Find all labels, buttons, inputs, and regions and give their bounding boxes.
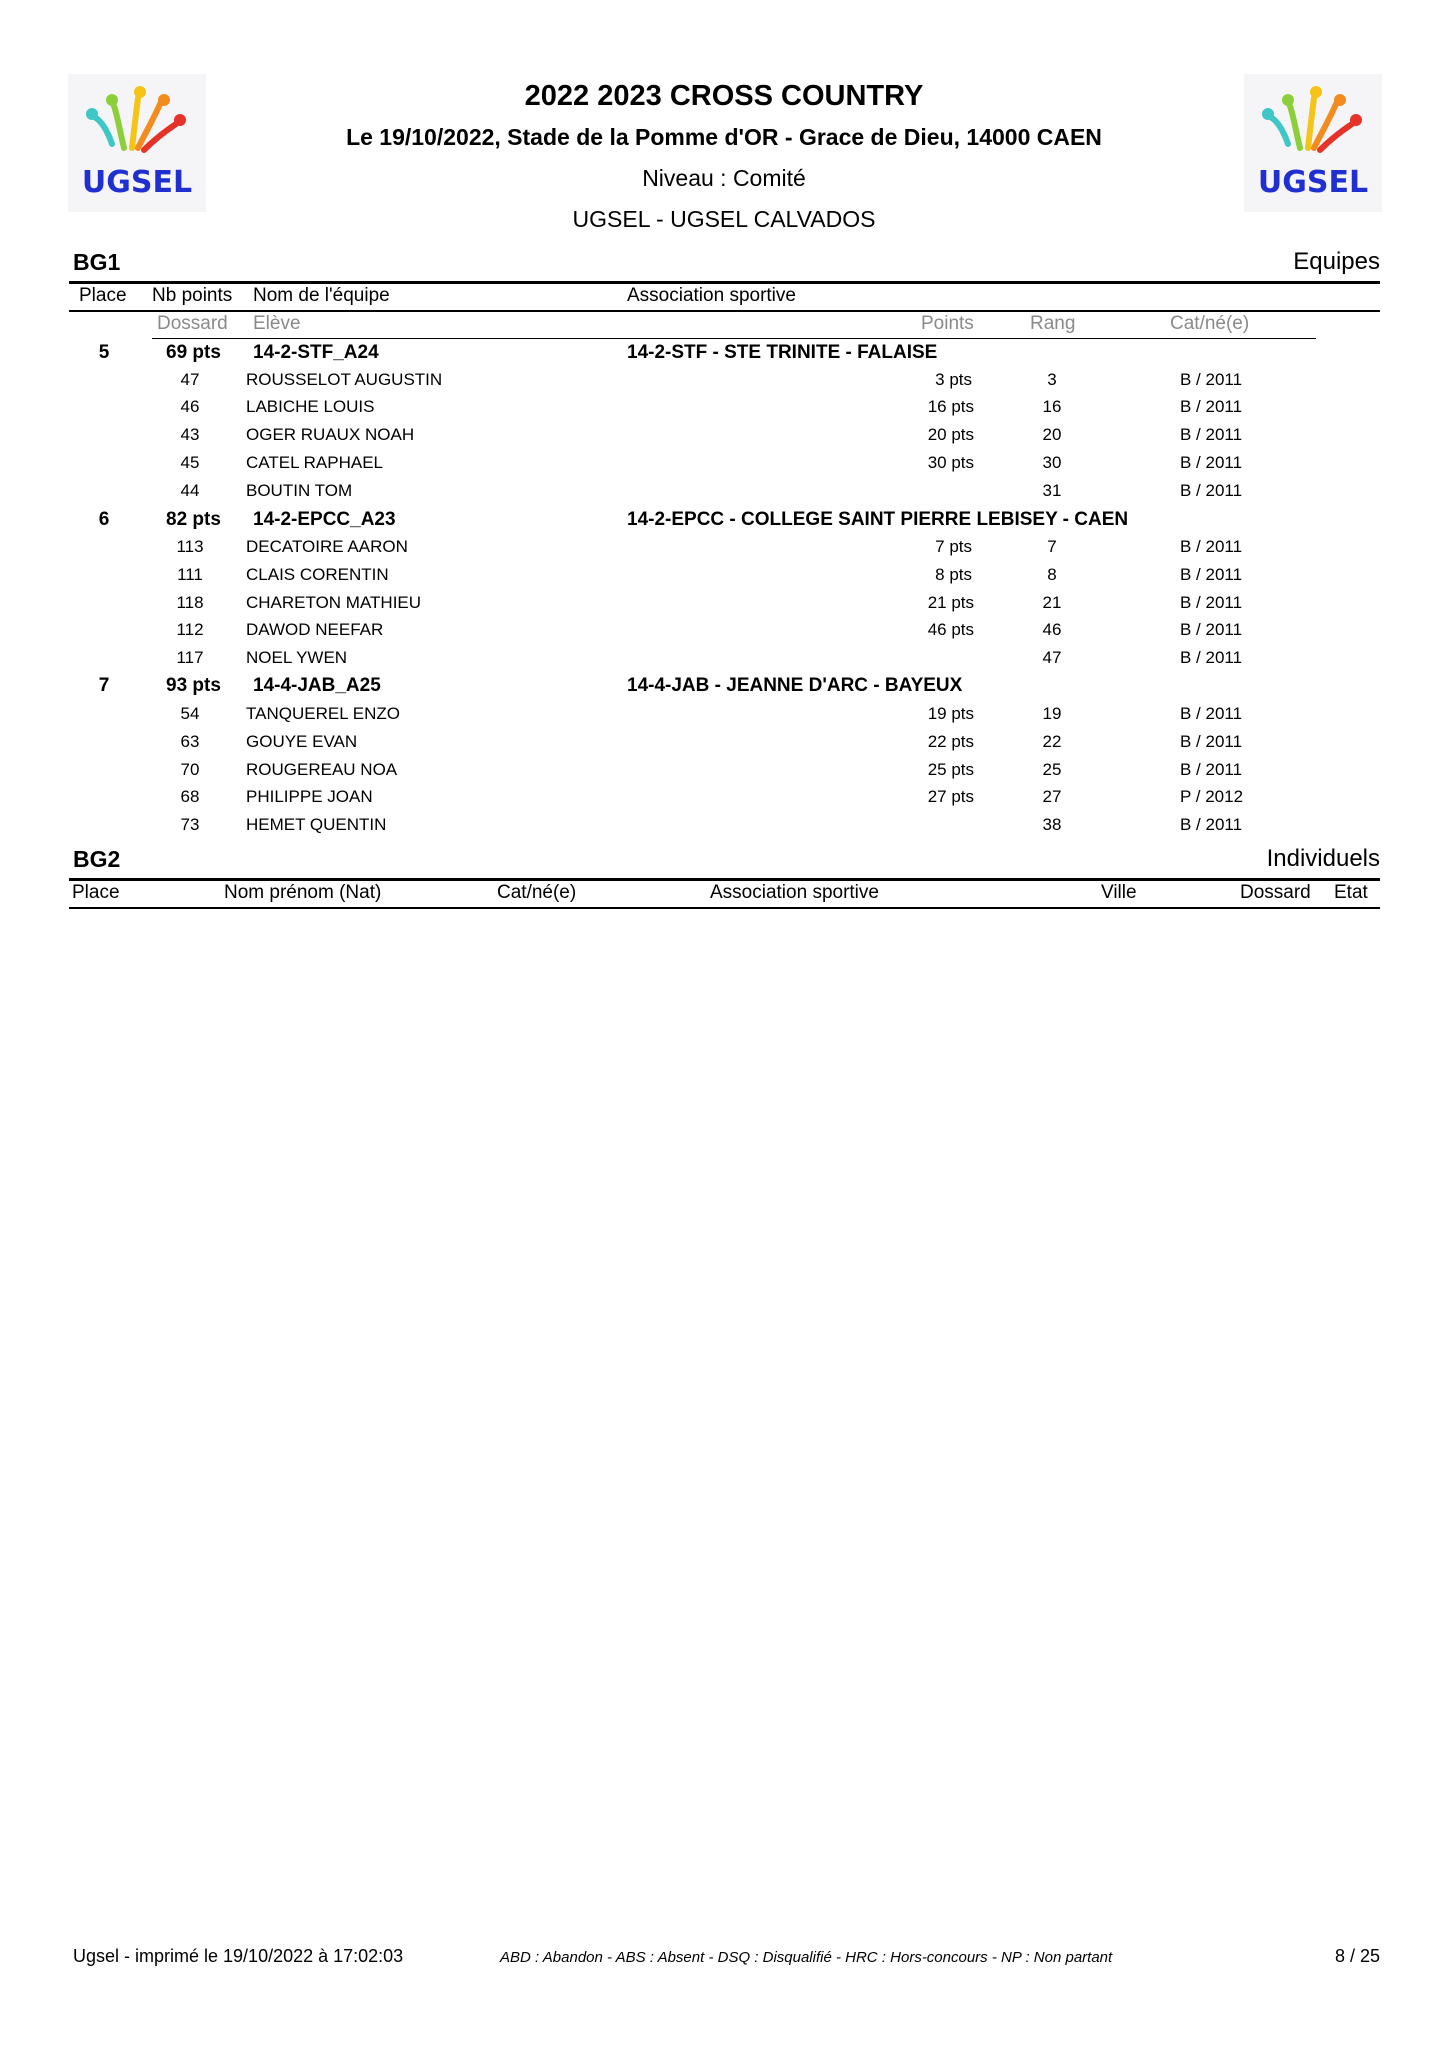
athlete-category: B / 2011	[1180, 537, 1243, 556]
athlete-name: DAWOD NEEFAR	[246, 620, 384, 639]
header-rule	[69, 907, 1380, 909]
athlete-name: LABICHE LOUIS	[246, 397, 375, 416]
athlete-points: 46 pts	[927, 620, 974, 639]
athlete-row	[0, 562, 1448, 588]
team-association: 14-2-STF - STE TRINITE - FALAISE	[627, 342, 938, 363]
athlete-points: 8 pts	[935, 565, 972, 584]
athlete-name: CATEL RAPHAEL	[246, 453, 383, 472]
column-header-nb-points: Nb points	[152, 285, 233, 306]
athlete-points: 20 pts	[927, 425, 974, 444]
athlete-rank: 21	[1042, 593, 1062, 612]
athlete-bib: 111	[177, 565, 203, 584]
athlete-points: 25 pts	[927, 760, 974, 779]
athlete-points: 22 pts	[927, 732, 974, 751]
athlete-category: B / 2011	[1180, 620, 1243, 639]
athlete-name: BOUTIN TOM	[246, 481, 353, 500]
athlete-category: B / 2011	[1180, 565, 1243, 584]
column-header-category: Cat/né(e)	[497, 882, 577, 903]
athlete-name: GOUYE EVAN	[246, 732, 358, 751]
athlete-row	[0, 450, 1448, 476]
team-row	[0, 673, 1448, 699]
athlete-name: HEMET QUENTIN	[246, 815, 387, 834]
athlete-rank: 20	[1042, 425, 1062, 444]
column-header-association: Association sportive	[710, 882, 879, 903]
athlete-category: B / 2011	[1180, 648, 1243, 667]
athlete-bib: 46	[180, 397, 200, 416]
level-label: Niveau : Comité	[642, 165, 806, 191]
section-rule	[69, 878, 1380, 881]
event-subtitle: Le 19/10/2022, Stade de la Pomme d'OR - Grace de Dieu, 14000 CAEN	[346, 124, 1102, 150]
page-title: 2022 2023 CROSS COUNTRY	[524, 80, 924, 112]
team-points: 69 pts	[166, 342, 221, 363]
column-header-name: Nom prénom (Nat)	[224, 882, 382, 903]
column-header-team-name: Nom de l'équipe	[253, 285, 390, 306]
team-row	[0, 340, 1448, 366]
section-kind-bg1: Equipes	[1293, 248, 1380, 275]
athlete-rank: 3	[1047, 370, 1057, 389]
athlete-rank: 27	[1042, 787, 1062, 806]
column-header-place: Place	[79, 285, 127, 306]
athlete-rank: 47	[1042, 648, 1062, 667]
column-header-student: Elève	[253, 313, 301, 334]
column-header-city: Ville	[1101, 882, 1137, 903]
athlete-bib: 70	[180, 760, 200, 779]
footer-printed: Ugsel - imprimé le 19/10/2022 à 17:02:03	[73, 1946, 404, 1966]
athlete-bib: 73	[180, 815, 200, 834]
athlete-category: B / 2011	[1180, 481, 1243, 500]
column-header-association: Association sportive	[627, 285, 796, 306]
athlete-category: B / 2011	[1180, 593, 1243, 612]
athlete-row	[0, 590, 1448, 616]
athlete-points: 21 pts	[927, 593, 974, 612]
athlete-bib: 118	[176, 593, 204, 612]
athlete-bib: 45	[180, 453, 200, 472]
athlete-rank: 16	[1042, 397, 1062, 416]
athlete-category: B / 2011	[1180, 704, 1243, 723]
athlete-category: B / 2011	[1180, 370, 1243, 389]
athlete-rank: 8	[1047, 565, 1057, 584]
column-header-rank: Rang	[1030, 313, 1076, 334]
athlete-rank: 31	[1042, 481, 1062, 500]
athlete-name: TANQUEREL ENZO	[246, 704, 400, 723]
team-points: 82 pts	[166, 509, 221, 530]
team-points: 93 pts	[166, 675, 221, 696]
athlete-category: B / 2011	[1180, 453, 1243, 472]
athlete-rank: 19	[1042, 704, 1062, 723]
team-code: 14-2-STF_A24	[253, 342, 379, 363]
athlete-category: B / 2011	[1180, 425, 1243, 444]
logo-text: UGSEL	[81, 165, 193, 200]
athlete-points: 27 pts	[927, 787, 974, 806]
athlete-name: ROUSSELOT AUGUSTIN	[246, 370, 443, 389]
column-header-bib: Dossard	[157, 313, 228, 334]
athlete-bib: 43	[180, 425, 200, 444]
athlete-points: 3 pts	[935, 370, 972, 389]
athlete-bib: 44	[180, 481, 200, 500]
section-kind-bg2: Individuels	[1266, 845, 1380, 872]
athlete-name: CHARETON MATHIEU	[246, 593, 422, 612]
team-row	[0, 507, 1448, 533]
athlete-points: 16 pts	[927, 397, 974, 416]
athlete-row	[0, 394, 1448, 420]
athlete-row	[0, 367, 1448, 393]
athlete-row	[0, 534, 1448, 560]
athlete-points: 19 pts	[927, 704, 974, 723]
athlete-rank: 22	[1042, 732, 1062, 751]
column-header-bib: Dossard	[1240, 882, 1311, 903]
athlete-name: NOEL YWEN	[246, 648, 348, 667]
athlete-row	[0, 757, 1448, 783]
athlete-row	[0, 422, 1448, 448]
column-header-points: Points	[921, 313, 974, 334]
athlete-rank: 30	[1042, 453, 1062, 472]
athlete-row	[0, 784, 1448, 810]
athlete-name: ROUGEREAU NOA	[246, 760, 398, 779]
athlete-rank: 46	[1042, 620, 1062, 639]
team-association: 14-2-EPCC - COLLEGE SAINT PIERRE LEBISEY - CAEN	[627, 509, 1129, 530]
column-header-place: Place	[72, 882, 120, 903]
athlete-row	[0, 729, 1448, 755]
team-place: 5	[98, 342, 110, 363]
column-header-status: Etat	[1334, 882, 1368, 903]
section-title-bg2: BG2	[73, 846, 121, 872]
athlete-bib: 112	[176, 620, 204, 639]
athlete-category: B / 2011	[1180, 760, 1243, 779]
organization-label: UGSEL - UGSEL CALVADOS	[572, 206, 876, 232]
athlete-rank: 7	[1047, 537, 1057, 556]
athlete-row	[0, 701, 1448, 727]
team-code: 14-2-EPCC_A23	[253, 509, 396, 530]
section-title-bg1: BG1	[73, 249, 121, 275]
team-place: 7	[98, 675, 110, 696]
section-rule	[69, 281, 1380, 284]
athlete-points: 7 pts	[935, 537, 972, 556]
athlete-name: CLAIS CORENTIN	[246, 565, 389, 584]
subheader-rule	[152, 338, 1316, 339]
athlete-bib: 63	[180, 732, 200, 751]
athlete-category: B / 2011	[1180, 732, 1243, 751]
team-association: 14-4-JAB - JEANNE D'ARC - BAYEUX	[627, 675, 963, 696]
athlete-bib: 117	[176, 648, 204, 667]
athlete-name: OGER RUAUX NOAH	[246, 425, 415, 444]
athlete-category: B / 2011	[1180, 815, 1243, 834]
athlete-row	[0, 812, 1448, 838]
athlete-row	[0, 478, 1448, 504]
column-header-category: Cat/né(e)	[1170, 313, 1250, 334]
athlete-category: B / 2011	[1180, 397, 1243, 416]
athlete-name: PHILIPPE JOAN	[246, 787, 373, 806]
athlete-bib: 47	[180, 370, 200, 389]
athlete-row	[0, 617, 1448, 643]
athlete-name: DECATOIRE AARON	[246, 537, 408, 556]
page-number: 8 / 25	[1334, 1946, 1380, 1966]
athlete-points: 30 pts	[927, 453, 974, 472]
footer-legend: ABD : Abandon - ABS : Absent - DSQ : Disqualifié - HRC : Hors-concours - NP : Non partant	[500, 1949, 1113, 1966]
athlete-bib: 68	[180, 787, 200, 806]
team-code: 14-4-JAB_A25	[253, 675, 381, 696]
logo-text: UGSEL	[1257, 165, 1369, 200]
athlete-row	[0, 645, 1448, 671]
team-place: 6	[98, 509, 110, 530]
athlete-category: P / 2012	[1180, 787, 1244, 806]
athlete-bib: 113	[176, 537, 204, 556]
athlete-rank: 25	[1042, 760, 1062, 779]
athlete-rank: 38	[1042, 815, 1062, 834]
header-rule	[69, 310, 1380, 312]
athlete-bib: 54	[180, 704, 200, 723]
